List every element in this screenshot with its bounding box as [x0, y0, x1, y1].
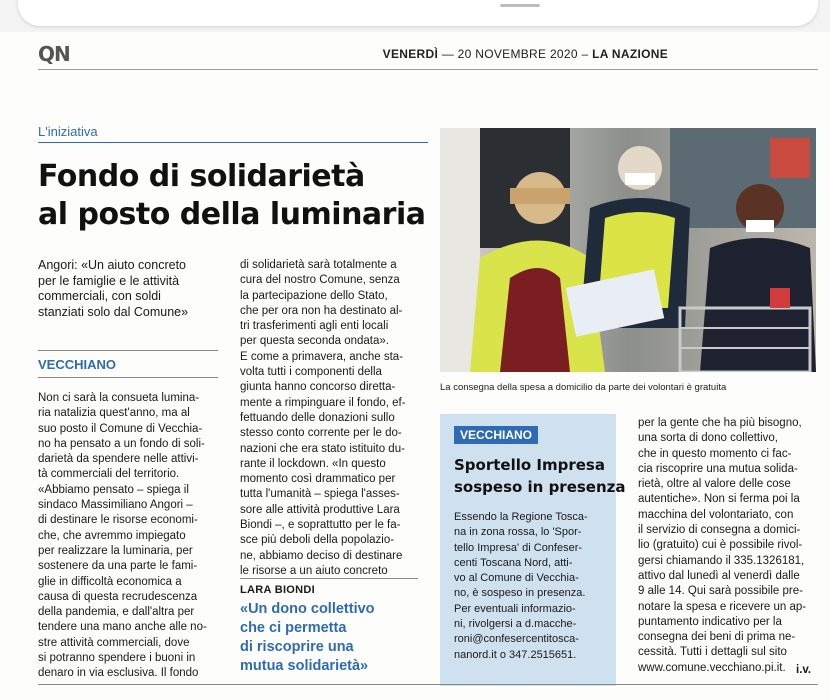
pull-quote — [240, 600, 420, 676]
summary-line: per le famiglie e le attività — [38, 273, 180, 288]
text-line: che per ora non ha destinato al- — [240, 304, 403, 317]
dateline-paper: LA NAZIONE — [592, 47, 668, 61]
summary-line: stanziati solo dal Comune» — [38, 304, 189, 319]
quote-line: che ci permetta — [240, 620, 347, 636]
text-line: na in zona rossa, lo 'Spor- — [454, 526, 582, 539]
text-line: per realizzare la luminaria, per — [38, 544, 193, 557]
text-line: tello Impresa' di Confeser- — [454, 541, 583, 554]
text-line: denaro in via esclusiva. Il fondo — [38, 667, 199, 680]
author-initials: i.v. — [796, 664, 812, 676]
text-line: sostenere da una parte le fami- — [38, 560, 198, 573]
text-line: Biondi –, e soprattutto per le fa- — [240, 519, 401, 532]
text-line: suo posto il Comune di Vecchia- — [38, 422, 203, 435]
quote-line: «Un dono collettivo — [240, 601, 375, 617]
article-summary — [38, 258, 228, 320]
text-line: macchina del volontariato, con — [638, 508, 794, 521]
kicker-divider — [38, 142, 428, 143]
text-line: tutta l'umanità – spiega l'asses- — [240, 488, 400, 501]
text-line: stre attività commerciali, dove — [38, 636, 190, 649]
text-line: rietà, oltre al valore delle cose — [638, 478, 791, 491]
box-title — [454, 454, 626, 498]
section-divider — [38, 350, 218, 351]
text-line: causa di questa recrudescenza — [38, 590, 198, 603]
article-column-2 — [240, 258, 422, 579]
text-line: Per eventuali informazio- — [454, 602, 576, 615]
newspaper-page — [0, 32, 830, 700]
text-line: ne, abbiamo deciso di destinare — [240, 549, 403, 562]
text-line: nanord.it o 347.2515651. — [454, 648, 577, 661]
volunteers-photo — [440, 128, 816, 372]
text-line: giunta hanno concorso diretta- — [240, 381, 396, 394]
dateline-date: — 20 NOVEMBRE 2020 – — [441, 47, 589, 61]
article-photo — [440, 128, 816, 372]
text-line: www.comune.vecchiano.pi.it. — [638, 661, 786, 674]
text-line: glie in difficoltà economica a — [38, 575, 182, 588]
viewer-top-bar — [0, 0, 830, 32]
text-line: consegna dei beni di prima ne- — [638, 631, 796, 644]
article-column-3 — [638, 416, 816, 676]
text-line: tri trasferimenti agli enti locali — [240, 320, 389, 333]
text-line: no, è sospeso in presenza. — [454, 587, 586, 600]
text-line: che in questo momento ci fac- — [638, 447, 792, 460]
dateline-day: VENERDÌ — [382, 47, 439, 61]
text-line: E come a primavera, anche sta- — [240, 350, 403, 363]
text-line: vo al Comune di Vecchia- — [454, 572, 579, 585]
text-line: darietà da spendere nelle attivi- — [38, 453, 199, 466]
text-line: Non ci sarà la consueta lumina- — [38, 392, 200, 404]
box-title-line: Sportello Impresa — [454, 456, 605, 474]
text-line: no ha pensato a un fondo di soli- — [38, 437, 205, 450]
text-line: momento così drammatico per — [240, 473, 396, 486]
headline-line: Fondo di solidarietà — [38, 159, 365, 194]
text-line: fettuando delle donazioni sullo — [240, 411, 395, 424]
text-line: una sorta di dono collettivo, — [638, 432, 779, 445]
text-line: stesso conto corrente per le do- — [240, 427, 402, 440]
text-line: di solidarietà sarà totalmente a — [240, 259, 397, 271]
article-column-1 — [38, 391, 222, 682]
masthead — [38, 42, 818, 70]
text-line: si potranno spendere i buoni in — [38, 652, 196, 665]
dateline — [383, 47, 668, 61]
section-divider — [38, 377, 218, 378]
text-line: della pandemia, e dall'altra per — [38, 606, 195, 619]
summary-line: Angori: «Un aiuto concreto — [38, 258, 187, 272]
headline-line: al posto della luminaria — [38, 197, 426, 232]
text-line: che, che avremmo impiegato — [38, 529, 186, 542]
text-line: notare la spesa e ricevere un ap- — [638, 600, 807, 613]
text-line: sindaco Massimiliano Angori – — [38, 499, 193, 512]
drag-handle[interactable] — [500, 4, 540, 7]
quote-author: LARA BIONDI — [240, 584, 315, 596]
text-line: per la gente che ha più bisogno, — [638, 417, 802, 429]
text-line: ria natalizia quest'anno, ma al — [38, 407, 190, 420]
text-line: gersi chiamando il 335.1326181, — [638, 554, 805, 567]
text-line: sce più deboli della popolazio- — [240, 534, 395, 547]
text-line: «Abbiamo pensato – spiega il — [38, 483, 189, 496]
quote-line: di riscoprire una — [240, 639, 354, 655]
text-line: cura del nostro Comune, senza — [240, 274, 400, 287]
text-line: le risorse a un aiuto concreto — [240, 564, 388, 577]
text-line: nazioni che era stato istituito du- — [240, 442, 405, 455]
text-line: per questa seconda ondata». — [240, 335, 389, 348]
text-line: lio (gratuito) cui è possibile rivol- — [638, 539, 803, 552]
photo-caption: La consegna della spesa a domicilio da parte dei volontari è gratuita — [440, 382, 727, 393]
text-line: tà commerciali del territorio. — [38, 468, 180, 481]
box-title-line: sospeso in presenza — [454, 478, 626, 496]
viewer-top-panel — [18, 0, 818, 26]
text-line: cia riscoprire una mutua solida- — [638, 462, 798, 475]
summary-line: commerciali, con soldi — [38, 289, 161, 303]
text-line: cessità. Tutti i dettagli sul sito — [638, 646, 787, 659]
text-line: mente a rimpinguare il fondo, ef- — [240, 396, 406, 409]
page-bottom-divider — [38, 684, 818, 685]
text-line: 9 alle 14. Qui sarà possibile pre- — [638, 585, 803, 598]
text-line: centi Toscana Nord, atti- — [454, 556, 573, 569]
box-tag: VECCHIANO — [454, 426, 538, 444]
text-line: rante il lockdown. «In questo — [240, 457, 386, 470]
quote-line: mutua solidarietà» — [240, 658, 369, 674]
text-line: Essendo la Regione Tosca- — [454, 511, 588, 523]
text-line: puntamento indicativo per la — [638, 615, 782, 628]
article-headline — [38, 158, 438, 234]
text-line: roni@confesercentitosca- — [454, 633, 579, 646]
text-line: ni, rivolgersi a d.macche- — [454, 618, 577, 631]
newspaper-logo: QN — [38, 42, 70, 66]
text-line: volta tutti i componenti della — [240, 366, 382, 379]
text-line: la partecipazione dello Stato, — [240, 289, 388, 302]
text-line: sore alle attività produttive Lara — [240, 503, 400, 516]
text-line: di destinare le risorse economi- — [38, 514, 198, 527]
text-line: il servizio di consegna a domici- — [638, 524, 801, 537]
sidebar-box — [440, 414, 626, 686]
text-line: tendere una mano anche alle no- — [38, 621, 207, 634]
text-line: autentiche». Non si ferma poi la — [638, 493, 800, 506]
article-kicker: L'iniziativa — [38, 124, 98, 139]
section-label: VECCHIANO — [38, 357, 117, 372]
box-body — [454, 510, 614, 663]
text-line: attivo dal lunedì al venerdì dalle — [638, 569, 800, 582]
quote-divider — [240, 578, 418, 579]
